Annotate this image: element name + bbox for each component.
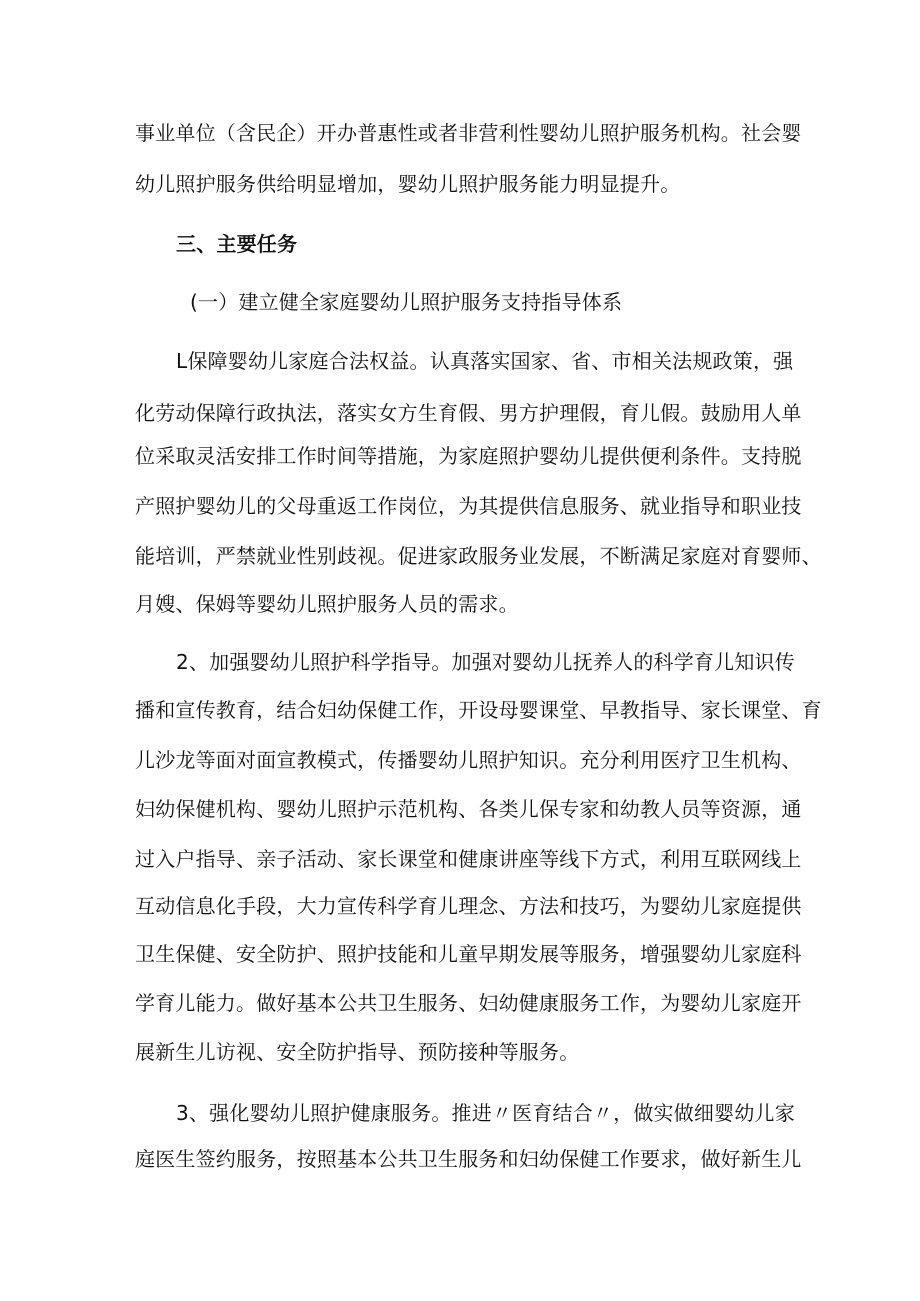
paragraph-line: 幼儿照护服务供给明显增加，婴幼儿照护服务能力明显提升。: [135, 172, 681, 196]
subsection-heading: (一）建立健全家庭婴幼儿照护服务支持指导体系: [190, 290, 623, 314]
paragraph-line: 展新生儿访视、安全防护指导、预防接种等服务。: [135, 1040, 580, 1064]
paragraph-line: 过入户指导、亲子活动、家长课堂和健康讲座等线下方式，利用互联网线上: [135, 847, 802, 871]
paragraph-line: 庭医生签约服务，按照基本公共卫生服务和妇幼保健工作要求，做好新生儿: [135, 1147, 802, 1171]
paragraph-line: 互动信息化手段，大力宣传科学育儿理念、方法和技巧，为婴幼儿家庭提供: [135, 894, 802, 918]
paragraph-line: 月嫂、保姆等婴幼儿照护服务人员的需求。: [135, 592, 519, 616]
paragraph-line: 位采取灵活安排工作时间等措施，为家庭照护婴幼儿提供便利条件。支持脱: [135, 444, 802, 468]
section-heading: 三、主要任务: [176, 232, 298, 256]
paragraph-line: 播和宣传教育，结合妇幼保健工作，开设母婴课堂、早教指导、家长课堂、育: [135, 698, 822, 722]
paragraph-line: 能培训，严禁就业性别歧视。促进家政服务业发展，不断满足家庭对育婴师、: [135, 544, 822, 568]
paragraph-line: 事业单位（含民企）开办普惠性或者非营利性婴幼儿照护服务机构。社会婴: [135, 121, 802, 145]
paragraph-line: 化劳动保障行政执法，落实女方生育假、男方护理假，育儿假。鼓励用人单: [135, 401, 802, 425]
paragraph-line: 妇幼保健机构、婴幼儿照护示范机构、各类儿保专家和幼教人员等资源，通: [135, 797, 802, 821]
paragraph-line: 儿沙龙等面对面宣教模式，传播婴幼儿照护知识。充分利用医疗卫生机构、: [135, 748, 802, 772]
paragraph-line: 产照护婴幼儿的父母重返工作岗位，为其提供信息服务、就业指导和职业技: [135, 494, 802, 518]
paragraph-line: 3、强化婴幼儿照护健康服务。推进〃医育结合〃，做实做细婴幼儿家: [176, 1101, 795, 1125]
paragraph-line: L保障婴幼儿家庭合法权益。认真落实国家、省、市相关法规政策，强: [176, 349, 794, 373]
paragraph-line: 卫生保健、安全防护、照护技能和儿童早期发展等服务，增强婴幼儿家庭科: [135, 942, 802, 966]
paragraph-line: 2、加强婴幼儿照护科学指导。加强对婴幼儿抚养人的科学育儿知识传: [176, 650, 795, 674]
paragraph-line: 学育儿能力。做好基本公共卫生服务、妇幼健康服务工作，为婴幼儿家庭开: [135, 991, 802, 1015]
